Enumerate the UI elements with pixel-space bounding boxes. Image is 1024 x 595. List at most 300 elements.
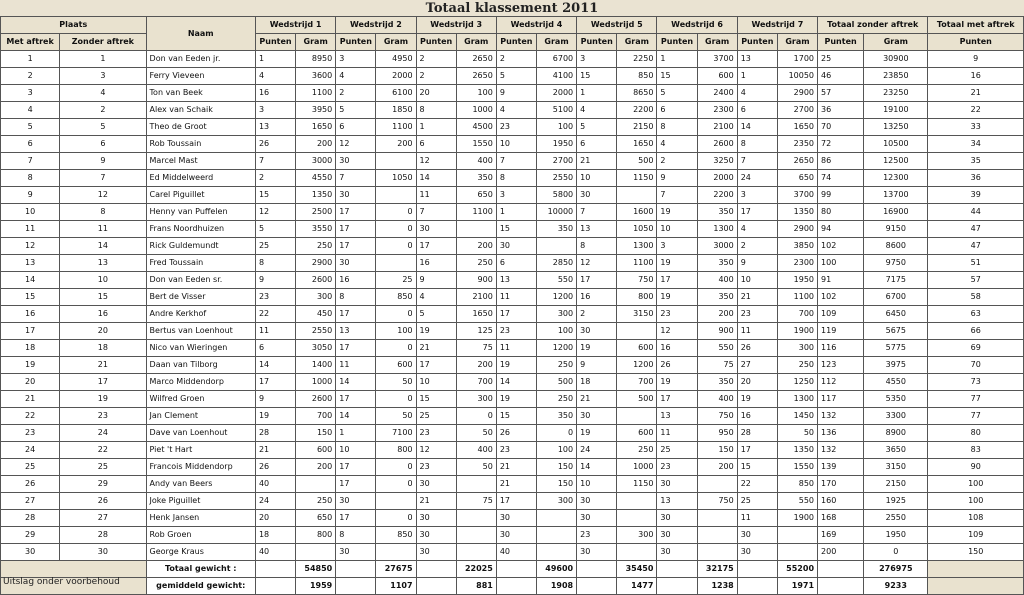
total-met-aftrek: 70 xyxy=(928,357,1024,374)
total-weight-w6: 32175 xyxy=(697,561,737,578)
total-gram: 3300 xyxy=(864,408,928,425)
punten-w4: 30 xyxy=(496,238,536,255)
gram-w3: 4500 xyxy=(456,119,496,136)
participant-name: Jan Clement xyxy=(146,408,255,425)
total-punten: 132 xyxy=(818,442,864,459)
punten-w2: 7 xyxy=(336,170,376,187)
participant-name: Don van Eeden sr. xyxy=(146,272,255,289)
rank-zonder-aftrek: 7 xyxy=(60,170,146,187)
gram-w5: 2150 xyxy=(617,119,657,136)
punten-w4: 2 xyxy=(496,51,536,68)
punten-w5: 4 xyxy=(577,102,617,119)
punten-w5: 19 xyxy=(577,425,617,442)
punten-w7: 26 xyxy=(737,340,777,357)
header-punten-w7: Punten xyxy=(737,34,777,51)
participant-name: Rick Guldemundt xyxy=(146,238,255,255)
gram-w5 xyxy=(617,493,657,510)
punten-w3: 30 xyxy=(416,527,456,544)
punten-w5: 9 xyxy=(577,357,617,374)
table-row xyxy=(1,170,1024,187)
rank-zonder-aftrek: 20 xyxy=(60,323,146,340)
gram-w6: 400 xyxy=(697,391,737,408)
gram-w5: 1000 xyxy=(617,459,657,476)
total-punten: 139 xyxy=(818,459,864,476)
rank-zonder-aftrek: 26 xyxy=(60,493,146,510)
punten-w1: 26 xyxy=(255,136,295,153)
gram-w2: 4950 xyxy=(376,51,416,68)
rank-met-aftrek: 7 xyxy=(1,153,60,170)
average-weight-w6: 1238 xyxy=(697,578,737,595)
punten-w5: 15 xyxy=(577,68,617,85)
punten-w1: 18 xyxy=(255,527,295,544)
punten-w4: 23 xyxy=(496,323,536,340)
punten-w1: 26 xyxy=(255,459,295,476)
punten-w4: 19 xyxy=(496,391,536,408)
punten-w3: 30 xyxy=(416,544,456,561)
punten-w3: 11 xyxy=(416,187,456,204)
gram-w4: 100 xyxy=(536,119,576,136)
average-weight-w4: 1908 xyxy=(536,578,576,595)
total-punten: 46 xyxy=(818,68,864,85)
punten-w2: 17 xyxy=(336,204,376,221)
gram-w5: 1300 xyxy=(617,238,657,255)
gram-w3 xyxy=(456,476,496,493)
gram-w3 xyxy=(456,544,496,561)
gram-w1 xyxy=(296,544,336,561)
punten-w6: 15 xyxy=(657,68,697,85)
gram-w7: 2900 xyxy=(777,221,817,238)
gram-w5: 1200 xyxy=(617,357,657,374)
gram-w2: 200 xyxy=(376,136,416,153)
gram-w2 xyxy=(376,187,416,204)
punten-w3: 23 xyxy=(416,425,456,442)
gram-w2: 1100 xyxy=(376,119,416,136)
punten-w2: 14 xyxy=(336,408,376,425)
punten-w6: 30 xyxy=(657,544,697,561)
gram-w4: 2000 xyxy=(536,85,576,102)
gram-w6: 3700 xyxy=(697,51,737,68)
punten-w5: 10 xyxy=(577,476,617,493)
punten-w7: 2 xyxy=(737,238,777,255)
gram-w5: 500 xyxy=(617,153,657,170)
total-punten: 72 xyxy=(818,136,864,153)
total-punten: 123 xyxy=(818,357,864,374)
punten-w7: 1 xyxy=(737,68,777,85)
punten-w7: 13 xyxy=(737,51,777,68)
table-row xyxy=(1,510,1024,527)
punten-w6: 17 xyxy=(657,391,697,408)
gram-w6: 200 xyxy=(697,306,737,323)
gram-w7: 2700 xyxy=(777,102,817,119)
total-punten: 136 xyxy=(818,425,864,442)
rank-met-aftrek: 10 xyxy=(1,204,60,221)
header-totaal-gram: Gram xyxy=(864,34,928,51)
gram-w2 xyxy=(376,153,416,170)
punten-w7: 17 xyxy=(737,442,777,459)
gram-w6: 200 xyxy=(697,459,737,476)
table-row xyxy=(1,391,1024,408)
participant-name: Fred Toussain xyxy=(146,255,255,272)
gram-w2: 0 xyxy=(376,340,416,357)
total-punten: 169 xyxy=(818,527,864,544)
header-gram-w2: Gram xyxy=(376,34,416,51)
punten-w1: 28 xyxy=(255,425,295,442)
page-title: Totaal klassement 2011 xyxy=(425,1,599,16)
gram-w4: 10000 xyxy=(536,204,576,221)
gram-w7: 2900 xyxy=(777,85,817,102)
gram-w7: 2300 xyxy=(777,255,817,272)
punten-w4: 21 xyxy=(496,476,536,493)
total-met-aftrek: 58 xyxy=(928,289,1024,306)
gram-w6 xyxy=(697,527,737,544)
header-punten-w3: Punten xyxy=(416,34,456,51)
gram-w1: 2600 xyxy=(296,391,336,408)
punten-w3: 1 xyxy=(416,119,456,136)
gram-w2: 6100 xyxy=(376,85,416,102)
gram-w1: 3550 xyxy=(296,221,336,238)
total-gram: 9150 xyxy=(864,221,928,238)
punten-w6: 4 xyxy=(657,136,697,153)
total-weight-w4: 49600 xyxy=(536,561,576,578)
table-row xyxy=(1,102,1024,119)
punten-w1: 40 xyxy=(255,544,295,561)
gram-w7: 1300 xyxy=(777,391,817,408)
punten-w4: 5 xyxy=(496,68,536,85)
gram-w5: 1100 xyxy=(617,255,657,272)
total-met-aftrek: 47 xyxy=(928,221,1024,238)
gram-w6: 150 xyxy=(697,442,737,459)
total-punten: 36 xyxy=(818,102,864,119)
gram-w6: 400 xyxy=(697,272,737,289)
rank-met-aftrek: 3 xyxy=(1,85,60,102)
gram-w1: 4550 xyxy=(296,170,336,187)
table-row xyxy=(1,221,1024,238)
total-weight-blank-w6 xyxy=(657,561,697,578)
rank-met-aftrek: 2 xyxy=(1,68,60,85)
gram-w1: 800 xyxy=(296,527,336,544)
header-gram-w3: Gram xyxy=(456,34,496,51)
punten-w1: 22 xyxy=(255,306,295,323)
table-row xyxy=(1,306,1024,323)
totals-label: Totaal gewicht : xyxy=(146,561,255,578)
table-footer xyxy=(1,561,1024,595)
gram-w1: 300 xyxy=(296,289,336,306)
gram-w3: 300 xyxy=(456,391,496,408)
gram-w5: 1600 xyxy=(617,204,657,221)
punten-w6: 5 xyxy=(657,85,697,102)
gram-w3: 400 xyxy=(456,442,496,459)
total-met-aftrek: 77 xyxy=(928,391,1024,408)
total-met-aftrek: 33 xyxy=(928,119,1024,136)
punten-w1: 24 xyxy=(255,493,295,510)
punten-w7: 17 xyxy=(737,204,777,221)
gram-w7: 1700 xyxy=(777,51,817,68)
punten-w6: 13 xyxy=(657,493,697,510)
punten-w6: 3 xyxy=(657,238,697,255)
punten-w2: 17 xyxy=(336,238,376,255)
total-met-aftrek: 63 xyxy=(928,306,1024,323)
total-gram: 5675 xyxy=(864,323,928,340)
punten-w3: 2 xyxy=(416,68,456,85)
gram-w6: 75 xyxy=(697,357,737,374)
punten-w1: 3 xyxy=(255,102,295,119)
punten-w3: 7 xyxy=(416,204,456,221)
total-gram: 5350 xyxy=(864,391,928,408)
total-met-aftrek: 47 xyxy=(928,238,1024,255)
gram-w7: 300 xyxy=(777,340,817,357)
punten-w1: 20 xyxy=(255,510,295,527)
header-punten-w5: Punten xyxy=(577,34,617,51)
punten-w4: 17 xyxy=(496,306,536,323)
average-weight-w5: 1477 xyxy=(617,578,657,595)
participant-name: Dave van Loenhout xyxy=(146,425,255,442)
gram-w1: 3050 xyxy=(296,340,336,357)
punten-w2: 3 xyxy=(336,51,376,68)
rank-met-aftrek: 19 xyxy=(1,357,60,374)
header-punten-w2: Punten xyxy=(336,34,376,51)
punten-w2: 16 xyxy=(336,272,376,289)
gram-w7: 1900 xyxy=(777,510,817,527)
gram-w6: 2100 xyxy=(697,119,737,136)
rank-zonder-aftrek: 4 xyxy=(60,85,146,102)
gram-w3: 75 xyxy=(456,340,496,357)
gram-w4: 5100 xyxy=(536,102,576,119)
gram-w1: 200 xyxy=(296,136,336,153)
gram-w2: 0 xyxy=(376,221,416,238)
gram-w3: 400 xyxy=(456,153,496,170)
gram-w7 xyxy=(777,527,817,544)
gram-w1: 200 xyxy=(296,459,336,476)
header-punten-w4: Punten xyxy=(496,34,536,51)
punten-w6: 19 xyxy=(657,289,697,306)
gram-w3: 125 xyxy=(456,323,496,340)
rank-met-aftrek: 11 xyxy=(1,221,60,238)
header-gram-w4: Gram xyxy=(536,34,576,51)
gram-w2: 850 xyxy=(376,527,416,544)
total-punten: 160 xyxy=(818,493,864,510)
punten-w5: 24 xyxy=(577,442,617,459)
punten-w3: 4 xyxy=(416,289,456,306)
punten-w2: 11 xyxy=(336,357,376,374)
punten-w6: 13 xyxy=(657,408,697,425)
participant-name: Theo de Groot xyxy=(146,119,255,136)
participant-name: Frans Noordhuizen xyxy=(146,221,255,238)
gram-w2: 1850 xyxy=(376,102,416,119)
punten-w2: 17 xyxy=(336,340,376,357)
table-row xyxy=(1,340,1024,357)
total-gram: 7175 xyxy=(864,272,928,289)
rank-zonder-aftrek: 30 xyxy=(60,544,146,561)
header-gram-w5: Gram xyxy=(617,34,657,51)
punten-w1: 14 xyxy=(255,357,295,374)
table-row xyxy=(1,153,1024,170)
header-zonder-aftrek: Zonder aftrek xyxy=(60,34,146,51)
total-met-aftrek: 9 xyxy=(928,51,1024,68)
punten-w1: 23 xyxy=(255,289,295,306)
totals-spacer xyxy=(1,561,147,578)
participant-name: Henk Jansen xyxy=(146,510,255,527)
gram-w7 xyxy=(777,544,817,561)
total-gram: 19100 xyxy=(864,102,928,119)
total-gram: 1925 xyxy=(864,493,928,510)
gram-w7: 2650 xyxy=(777,153,817,170)
rank-met-aftrek: 8 xyxy=(1,170,60,187)
total-gram: 12500 xyxy=(864,153,928,170)
punten-w7: 11 xyxy=(737,323,777,340)
gram-w4: 2550 xyxy=(536,170,576,187)
total-gram: 3150 xyxy=(864,459,928,476)
total-gram: 23850 xyxy=(864,68,928,85)
header-punten-w1: Punten xyxy=(255,34,295,51)
total-weight-blank-w3 xyxy=(416,561,456,578)
gram-w3: 2650 xyxy=(456,68,496,85)
gram-w6: 550 xyxy=(697,340,737,357)
total-gram: 30900 xyxy=(864,51,928,68)
punten-w4: 15 xyxy=(496,408,536,425)
gram-w2: 50 xyxy=(376,408,416,425)
total-punten: 112 xyxy=(818,374,864,391)
punten-w1: 12 xyxy=(255,204,295,221)
punten-w3: 21 xyxy=(416,340,456,357)
table-row xyxy=(1,68,1024,85)
punten-w1: 9 xyxy=(255,391,295,408)
gram-w6: 3250 xyxy=(697,153,737,170)
table-row xyxy=(1,272,1024,289)
total-gram: 8600 xyxy=(864,238,928,255)
punten-w1: 9 xyxy=(255,272,295,289)
rank-met-aftrek: 4 xyxy=(1,102,60,119)
punten-w7: 9 xyxy=(737,255,777,272)
gram-w7: 1650 xyxy=(777,119,817,136)
punten-w6: 17 xyxy=(657,272,697,289)
total-met-aftrek: 57 xyxy=(928,272,1024,289)
gram-w1: 2900 xyxy=(296,255,336,272)
punten-w3: 5 xyxy=(416,306,456,323)
gram-w2: 0 xyxy=(376,204,416,221)
gram-w1: 150 xyxy=(296,425,336,442)
punten-w6: 9 xyxy=(657,170,697,187)
rank-met-aftrek: 29 xyxy=(1,527,60,544)
punten-w3: 30 xyxy=(416,221,456,238)
total-met-aftrek: 44 xyxy=(928,204,1024,221)
gram-w7: 1350 xyxy=(777,204,817,221)
total-met-aftrek: 36 xyxy=(928,170,1024,187)
gram-w4: 0 xyxy=(536,425,576,442)
total-punten: 109 xyxy=(818,306,864,323)
header-gram-w7: Gram xyxy=(777,34,817,51)
punten-w7: 14 xyxy=(737,119,777,136)
averages-label: gemiddeld gewicht: xyxy=(146,578,255,595)
total-met-aftrek: 66 xyxy=(928,323,1024,340)
punten-w4: 1 xyxy=(496,204,536,221)
punten-w2: 17 xyxy=(336,391,376,408)
gram-w1: 1350 xyxy=(296,187,336,204)
punten-w2: 8 xyxy=(336,527,376,544)
table-row xyxy=(1,323,1024,340)
rank-zonder-aftrek: 2 xyxy=(60,102,146,119)
header-wedstrijd-1: Wedstrijd 1 xyxy=(255,17,335,34)
rank-zonder-aftrek: 10 xyxy=(60,272,146,289)
punten-w5: 17 xyxy=(577,272,617,289)
punten-w4: 23 xyxy=(496,119,536,136)
table-row xyxy=(1,289,1024,306)
gram-w1: 1650 xyxy=(296,119,336,136)
punten-w7: 27 xyxy=(737,357,777,374)
gram-w6: 2000 xyxy=(697,170,737,187)
punten-w6: 30 xyxy=(657,510,697,527)
participant-name: Bert de Visser xyxy=(146,289,255,306)
total-met-aftrek: 51 xyxy=(928,255,1024,272)
gram-w7: 2350 xyxy=(777,136,817,153)
total-met-aftrek: 35 xyxy=(928,153,1024,170)
total-gram: 3975 xyxy=(864,357,928,374)
gram-w5: 1150 xyxy=(617,170,657,187)
participant-name: Henny van Puffelen xyxy=(146,204,255,221)
table-row xyxy=(1,255,1024,272)
participant-name: Rob Toussain xyxy=(146,136,255,153)
gram-w3 xyxy=(456,510,496,527)
rank-zonder-aftrek: 23 xyxy=(60,408,146,425)
gram-w6: 350 xyxy=(697,255,737,272)
gram-w4 xyxy=(536,544,576,561)
gram-w7: 650 xyxy=(777,170,817,187)
punten-w1: 17 xyxy=(255,374,295,391)
punten-w3: 12 xyxy=(416,442,456,459)
punten-w7: 22 xyxy=(737,476,777,493)
gram-w6: 900 xyxy=(697,323,737,340)
punten-w1: 5 xyxy=(255,221,295,238)
gram-w4: 2850 xyxy=(536,255,576,272)
table-row xyxy=(1,442,1024,459)
gram-w3: 200 xyxy=(456,357,496,374)
punten-w6: 30 xyxy=(657,476,697,493)
gram-w7: 1450 xyxy=(777,408,817,425)
header-gram-w6: Gram xyxy=(697,34,737,51)
punten-w4: 40 xyxy=(496,544,536,561)
total-met-aftrek: 90 xyxy=(928,459,1024,476)
rank-zonder-aftrek: 19 xyxy=(60,391,146,408)
total-weight-blank-w4 xyxy=(496,561,536,578)
punten-w4: 7 xyxy=(496,153,536,170)
total-met-aftrek: 109 xyxy=(928,527,1024,544)
total-gram: 12300 xyxy=(864,170,928,187)
total-weight-end-spacer xyxy=(928,561,1024,578)
gram-w2: 0 xyxy=(376,391,416,408)
punten-w5: 21 xyxy=(577,391,617,408)
rank-zonder-aftrek: 15 xyxy=(60,289,146,306)
gram-w4: 1950 xyxy=(536,136,576,153)
punten-w3: 17 xyxy=(416,238,456,255)
table-row xyxy=(1,527,1024,544)
gram-w5: 2200 xyxy=(617,102,657,119)
gram-w1: 8950 xyxy=(296,51,336,68)
gram-w1: 1000 xyxy=(296,374,336,391)
total-weight-blank-total xyxy=(818,561,864,578)
gram-w1: 3000 xyxy=(296,153,336,170)
punten-w4: 26 xyxy=(496,425,536,442)
participant-name: Nico van Wieringen xyxy=(146,340,255,357)
rank-met-aftrek: 24 xyxy=(1,442,60,459)
gram-w7: 1350 xyxy=(777,442,817,459)
punten-w5: 13 xyxy=(577,221,617,238)
punten-w2: 17 xyxy=(336,476,376,493)
total-punten: 102 xyxy=(818,238,864,255)
gram-w6: 350 xyxy=(697,289,737,306)
gram-w2: 0 xyxy=(376,510,416,527)
total-met-aftrek: 21 xyxy=(928,85,1024,102)
total-weight-w2: 27675 xyxy=(376,561,416,578)
gram-w1: 2600 xyxy=(296,272,336,289)
